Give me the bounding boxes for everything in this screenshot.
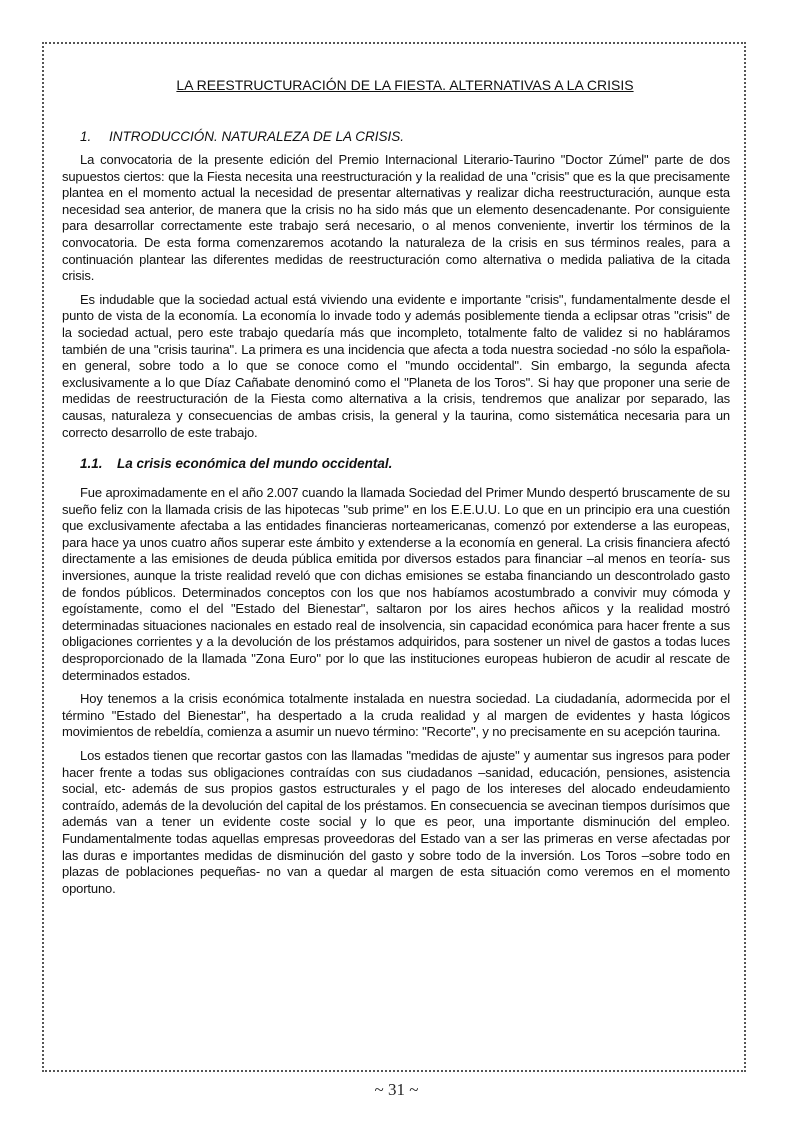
paragraph: La convocatoria de la presente edición del Premio Internacional Literario-Taurino "Doctor Zúmel" parte de dos supuestos ciertos: que la Fiesta necesita una reestructuración y la realidad de una "crisis" que es la que precisamente plantea en el momento actual la necesidad de presentar alternativas y realizar dicha reestructuración, aunque esta necesidad sea anterior, de manera que la crisis no ha sido más que un elemento desencadenante. Por consiguiente para desarrollar correctamente este trabajo será necesario, o al menos conveniente, invertir los términos de la convocatoria. De esta forma comenzaremos acotando la naturaleza de la crisis en sus términos reales, para a continuación plantear las diferentes medidas de reestructuración como alternativa o medida paliativa de la citada crisis. bbox=[62, 152, 730, 284]
paragraph: Fue aproximadamente en el año 2.007 cuando la llamada Sociedad del Primer Mundo despertó bruscamente de su sueño feliz con la llamada crisis de las hipotecas "sub prime" en los E.E.U.U. Lo que en un principio era una cuestión que exclusivamente afectaba a las entidades financieras norteamericanas, comenzó por extenderse a las europeas, para hace ya unos cuatro años superar este ámbito y extenderse a la economía en general. La crisis financiera afectó directamente a las emisiones de deuda pública emitida por diversos estados para financiar –al menos en teoría- sus inversiones, aunque la triste realidad reveló que con dichas emisiones se estaba financiando un descontrolado gasto de fondos públicos. Determinados conceptos con los que nos habíamos acostumbrado a convivir muy cómoda y egoístamente, como el del "Estado del Bienestar", saltaron por los aires hechos añicos y la realidad mostró determinadas situaciones nacionales en estado real de insolvencia, sin capacidad económica para hacer frente a sus obligaciones corrientes y a la devolución de los préstamos adquiridos, para sostener un nivel de gastos a todas luces desproporcionado de la llamada "Zona Euro" por lo que las instituciones europeas hubieron de acudir al rescate de determinados estados. bbox=[62, 485, 730, 683]
subsection-title: La crisis económica del mundo occidental. bbox=[117, 456, 393, 472]
document-body bbox=[62, 76, 730, 904]
document-title: LA REESTRUCTURACIÓN DE LA FIESTA. ALTERNATIVAS A LA CRISIS bbox=[176, 77, 634, 93]
subsection-heading-crisis-economica bbox=[80, 455, 730, 473]
paragraph: Los estados tienen que recortar gastos con las llamadas "medidas de ajuste" y aumentar sus ingresos para poder hacer frente a todas sus obligaciones contraídas con sus ciudadanos –sanidad, educación, pensiones, asistencia social, etc- además de sus propios gastos estructurales y el pago de los intereses del alocado endeudamiento contraído, además de la devolución del capital de los préstamos. En consecuencia se avecinan tiempos durísimos que además van a tener un evidente coste social y lo que es peor, una importante disminución del empleo. Fundamentalmente todas aquellas empresas proveedoras del Estado van a ser las primeras en verse afectadas por las duras e importantes medidas de disminución del gasto y sobre todo de la inversión. Los Toros –sobre todo en plazas de poblaciones pequeñas- no van a quedar al margen de esta situación como veremos en el momento oportuno. bbox=[62, 748, 730, 896]
section-title: INTRODUCCIÓN. NATURALEZA DE LA CRISIS. bbox=[109, 129, 405, 144]
page-number: ~ 31 ~ bbox=[374, 1080, 419, 1099]
subsection-number: 1.1. bbox=[80, 456, 103, 472]
section-number: 1. bbox=[80, 129, 92, 144]
paragraph: Es indudable que la sociedad actual está viviendo una evidente e importante "crisis", fundamentalmente desde el punto de vista de la economía. La economía lo invade todo y además posiblemente tienda a eclipsar otras "crisis" de la sociedad actual, pero este trabajo quedaría más que incompleto, totalmente falto de validez si no habláramos también de una "crisis taurina". La primera es una incidencia que afecta a toda nuestra sociedad -no sólo la española- en general, sobre todo a lo que se conoce como el "mundo occidental". Sin embargo, la segunda afecta exclusivamente a lo que Díaz Cañabate denominó como el "Planeta de los Toros". Si hay que proponer una serie de medidas de reestructuración de la Fiesta como alternativa a la crisis, tendremos que analizar por separado, las causas, naturaleza y consecuencias de ambas crisis, la general y la taurina, como sistemática necesaria para un correcto desarrollo de este trabajo. bbox=[62, 291, 730, 440]
section-heading-introduccion bbox=[80, 128, 730, 146]
paragraph: Hoy tenemos a la crisis económica totalmente instalada en nuestra sociedad. La ciudadanía, adormecida por el término "Estado del Bienestar", ha despertado a la cruda realidad y al margen de evidentes y hasta lógicos movimientos de rebeldía, comienza a asumir un nuevo término: "Recorte", y no precisamente en su acepción taurina. bbox=[62, 691, 730, 740]
